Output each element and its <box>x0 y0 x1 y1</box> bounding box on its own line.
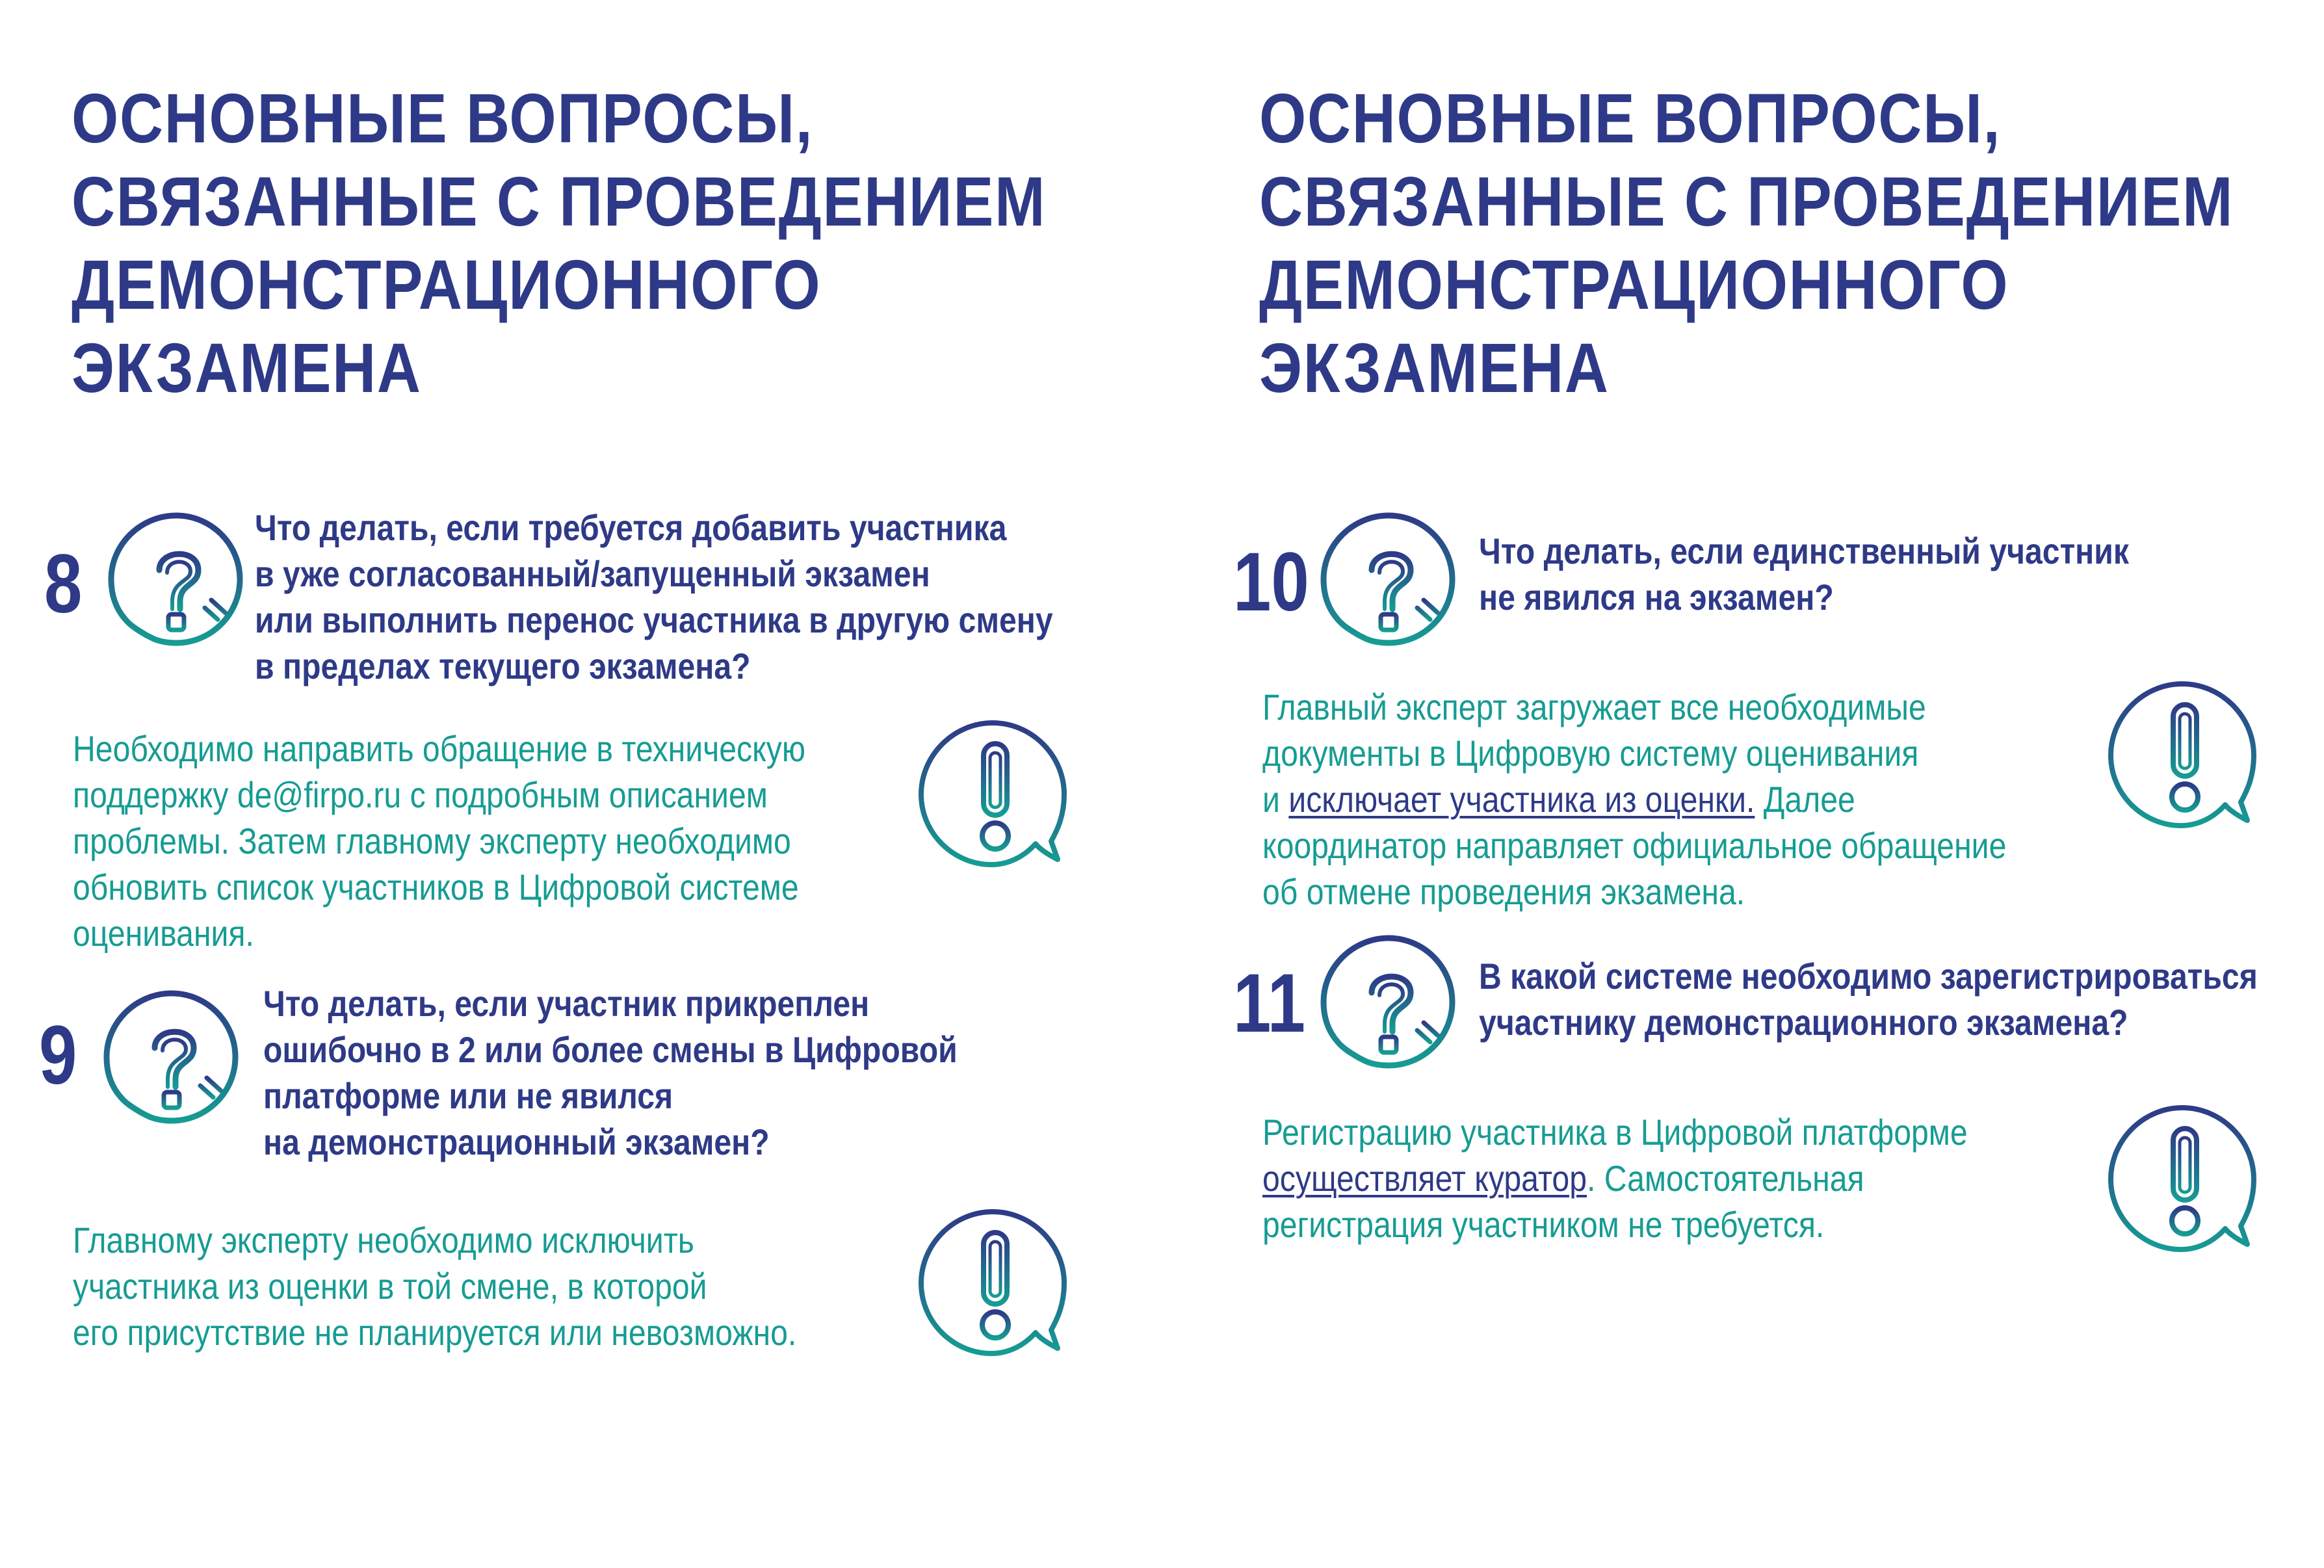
answer-bubble-icon <box>2103 1099 2265 1261</box>
highlighted-phrase: осуществляет куратор <box>1262 1158 1587 1199</box>
page-title: ОСНОВНЫЕ ВОПРОСЫ, СВЯЗАННЫЕ С ПРОВЕДЕНИЕМ ДЕМОНСТРАЦИОННОГО ЭКЗАМЕНА <box>72 79 1047 407</box>
answer-bubble-icon <box>913 1203 1076 1365</box>
question-text: Что делать, если единственный участник не явился на экзамен? <box>1479 530 2129 618</box>
question-text: Что делать, если требуется добавить участника в уже согласованный/запущенный экзамен или выполнить перенос участника в другую смену в пределах текущего экзамена? <box>255 507 1053 686</box>
question-number: 8 <box>44 538 83 631</box>
answer-text: Главному эксперту необходимо исключить участника из оценки в той смене, в которой его присутствие не планируется или невозможно. <box>73 1220 797 1353</box>
question-number: 9 <box>39 1009 77 1102</box>
question-text: Что делать, если участник прикреплен ошибочно в 2 или более смены в Цифровой платформе или не явился на демонстрационный экзамен? <box>263 983 958 1162</box>
answer-text: Необходимо направить обращение в техническую поддержку de@firpo.ru с подробным описанием проблемы. Затем главному эксперту необходимо обновить список участников в Цифровой системе оценивания. <box>73 728 805 954</box>
answer-text: Регистрацию участника в Цифровой платформе осуществляет куратор. Самостоятельная регистрация участником не требуется. <box>1262 1112 1968 1245</box>
question-bubble-icon <box>107 510 244 647</box>
answer-bubble-icon <box>913 714 1076 876</box>
question-text: В какой системе необходимо зарегистрироваться участнику демонстрационного экзамена? <box>1479 956 2258 1043</box>
right-panel <box>1162 0 2324 1568</box>
answer-text: Главный эксперт загружает все необходимые документы в Цифровую систему оценивания и исключает участника из оценки. Далее координатор направляет официальное обращение об отмене проведения экзамена. <box>1262 686 2007 912</box>
answer-bubble-icon <box>2103 675 2265 837</box>
page-title: ОСНОВНЫЕ ВОПРОСЫ, СВЯЗАННЫЕ С ПРОВЕДЕНИЕМ ДЕМОНСТРАЦИОННОГО ЭКЗАМЕНА <box>1259 79 2234 407</box>
question-number: 11 <box>1233 957 1305 1050</box>
question-number: 10 <box>1233 536 1309 629</box>
question-bubble-icon <box>1320 510 1456 647</box>
highlighted-phrase: исключает участника из оценки. <box>1288 779 1755 820</box>
question-bubble-icon <box>103 988 239 1125</box>
question-bubble-icon <box>1320 933 1456 1069</box>
